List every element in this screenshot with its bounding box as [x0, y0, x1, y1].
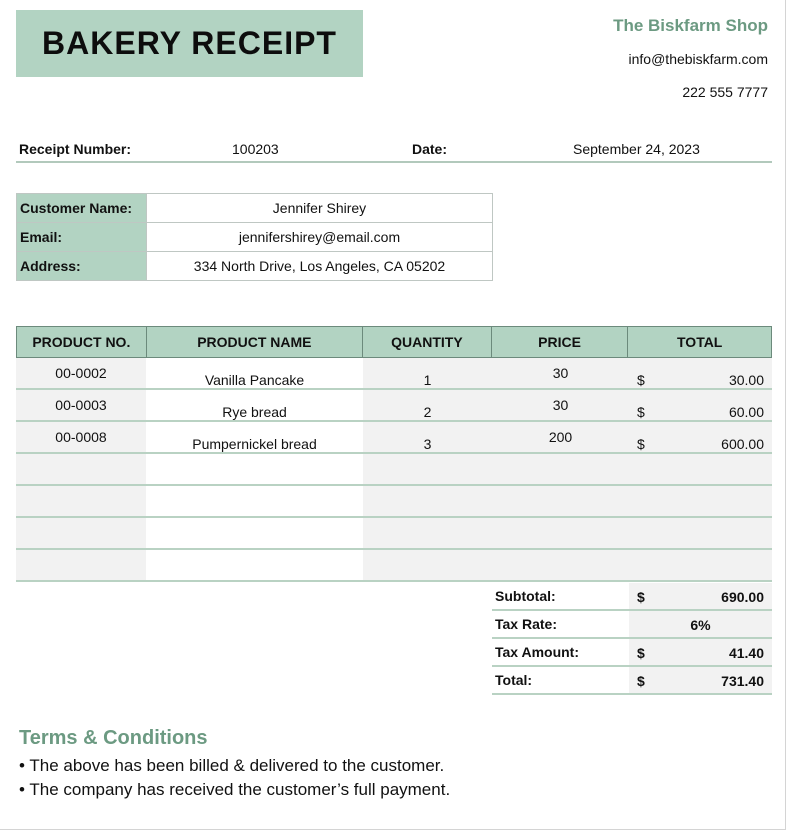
total-label: Total:: [495, 672, 533, 688]
customer-address: 334 North Drive, Los Angeles, CA 05202: [147, 252, 493, 281]
receipt-date: September 24, 2023: [573, 141, 700, 157]
subtotal-value: 690.00: [721, 589, 764, 605]
table-row: [16, 422, 772, 454]
product-no: 00-0002: [55, 365, 107, 381]
quantity: 1: [423, 372, 432, 388]
title-banner: [16, 10, 363, 77]
shop-phone: 222 555 7777: [682, 84, 768, 100]
product-name: Vanilla Pancake: [204, 372, 305, 388]
price: 30: [552, 397, 569, 413]
customer-email-label: Email:: [17, 223, 147, 252]
quantity: 2: [423, 404, 432, 420]
customer-email: jennifershirey@email.com: [147, 223, 493, 252]
customer-name-label: Customer Name:: [17, 194, 147, 223]
customer-name: Jennifer Shirey: [147, 194, 493, 223]
empty-row: [16, 486, 772, 518]
subtotal-row: [492, 583, 772, 611]
total-value: 731.40: [721, 673, 764, 689]
empty-row: [16, 550, 772, 582]
line-total: 60.00: [728, 404, 764, 420]
price: 30: [552, 365, 569, 381]
product-name: Pumpernickel bread: [192, 436, 317, 452]
customer-address-label: Address:: [17, 252, 147, 281]
tax-amount-value: 41.40: [728, 645, 764, 661]
tax-rate-label: Tax Rate:: [495, 616, 557, 632]
product-name: Rye bread: [222, 404, 287, 420]
table-row: [16, 390, 772, 422]
terms-heading: Terms & Conditions: [19, 727, 208, 749]
total-row: [492, 667, 772, 695]
page-title: BAKERY RECEIPT: [42, 25, 337, 61]
header-price: PRICE: [492, 327, 629, 357]
customer-row: [17, 194, 493, 223]
currency-symbol: $: [637, 589, 645, 605]
header-total: TOTAL: [677, 334, 723, 350]
quantity: 3: [423, 436, 432, 452]
items-table: [16, 326, 772, 582]
tax-rate-value: 6%: [690, 617, 711, 633]
product-no: 00-0008: [55, 429, 107, 445]
header-product-no: PRODUCT NO.: [17, 327, 147, 357]
receipt-number: 100203: [232, 141, 279, 157]
currency-symbol: $: [637, 673, 645, 689]
currency-symbol: $: [637, 404, 645, 420]
product-no: 00-0003: [55, 397, 107, 413]
customer-table: [16, 193, 493, 281]
line-total: 600.00: [721, 436, 764, 452]
shop-name: The Biskfarm Shop: [613, 16, 768, 35]
items-header: [16, 326, 772, 358]
totals-block: [492, 583, 772, 695]
currency-symbol: $: [637, 645, 645, 661]
divider: [16, 161, 772, 163]
header-product-name: PRODUCT NAME: [147, 327, 363, 357]
tax-rate-row: [492, 611, 772, 639]
empty-row: [16, 518, 772, 550]
customer-row: [17, 252, 493, 281]
price: 200: [548, 429, 573, 445]
empty-row: [16, 454, 772, 486]
date-label: Date:: [412, 141, 448, 157]
terms-item: • The company has received the customer’s full payment.: [19, 780, 451, 799]
table-row: [16, 358, 772, 390]
line-total: 30.00: [728, 372, 764, 388]
subtotal-label: Subtotal:: [495, 588, 556, 604]
receipt-number-label: Receipt Number:: [19, 141, 132, 157]
currency-symbol: $: [637, 372, 645, 388]
header-quantity: QUANTITY: [363, 327, 492, 357]
shop-email: info@thebiskfarm.com: [628, 51, 768, 67]
customer-row: [17, 223, 493, 252]
tax-amount-row: [492, 639, 772, 667]
currency-symbol: $: [637, 436, 645, 452]
tax-amount-label: Tax Amount:: [495, 644, 579, 660]
terms-item: • The above has been billed & delivered to the customer.: [19, 756, 445, 775]
